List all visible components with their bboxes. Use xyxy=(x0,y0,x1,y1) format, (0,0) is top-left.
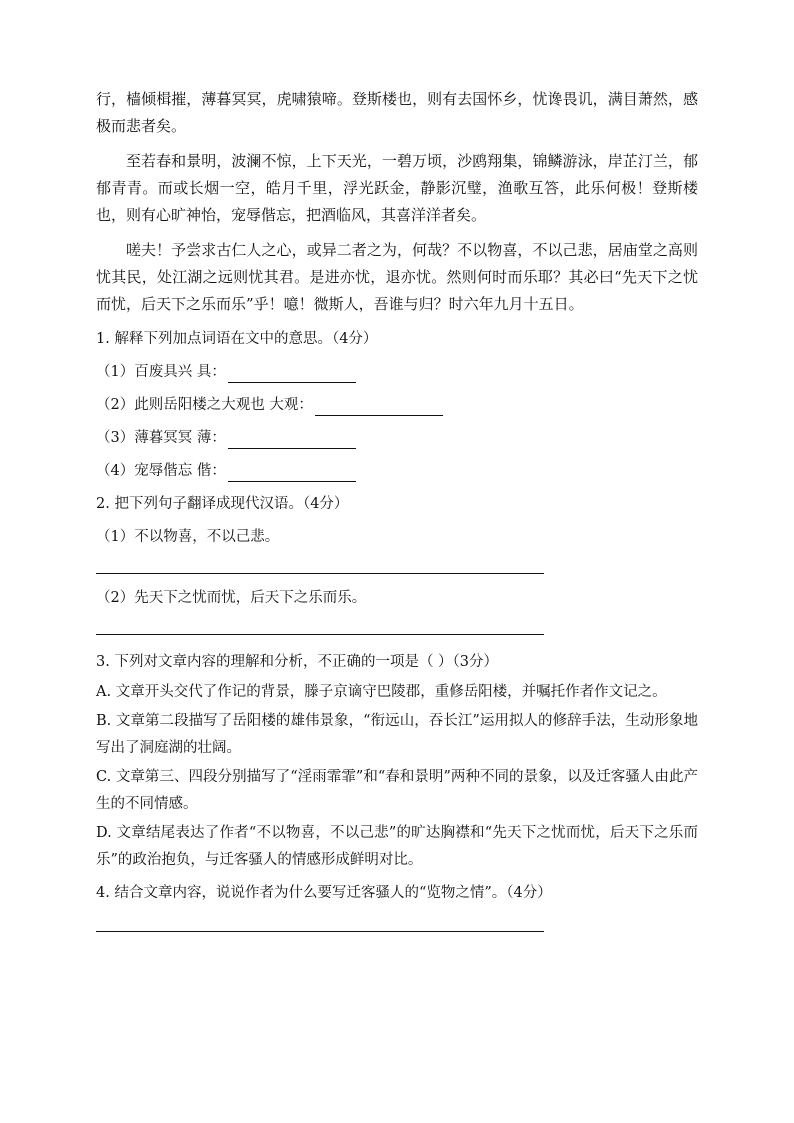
worksheet-page xyxy=(96,86,698,932)
question-1-title: 1. 解释下列加点词语在文中的意思。（4分） xyxy=(96,331,378,347)
question-1-item-1-text: （1）百废具兴 具： xyxy=(96,364,226,380)
question-1-item-1 xyxy=(96,361,698,383)
question-3-option-d: D. 文章结尾表达了作者“不以物喜，不以己悲”的旷达胸襟和“先天下之忧而忧，后天下之乐而乐”的政治抱负，与迁客骚人的情感形成鲜明对比。 xyxy=(96,825,698,868)
answer-blank[interactable] xyxy=(228,465,356,482)
passage-paragraph-2: 至若春和景明，波澜不惊，上下天光，一碧万顷，沙鸥翔集，锦鳞游泳，岸芷汀兰，郁郁青青。而或长烟一空，皓月千里，浮光跃金，静影沉璧，渔歌互答，此乐何极！登斯楼也，则有心旷神怡，宠辱偕忘，把酒临风，其喜洋洋者矣。 xyxy=(96,152,698,224)
question-3-option-c: C. 文章第三、四段分别描写了“淫雨霏霏”和“春和景明”两种不同的景象，以及迁客骚人由此产生的不同情感。 xyxy=(96,769,698,812)
answer-blank[interactable] xyxy=(228,366,356,383)
question-1-item-4-text: （4）宠辱偕忘 偕： xyxy=(96,463,226,479)
passage-paragraph-1: 行，樯倾楫摧，薄暮冥冥，虎啸猿啼。登斯楼也，则有去国怀乡，忧谗畏讥，满目萧然，感极而悲者矣。 xyxy=(96,90,698,135)
question-2-item-1: （1）不以物喜，不以己悲。 xyxy=(96,529,280,545)
question-2-item-2: （2）先天下之忧而忧，后天下之乐而乐。 xyxy=(96,590,367,606)
passage-paragraph-3: 嗟夫！予尝求古仁人之心，或异二者之为，何哉？不以物喜，不以己悲，居庙堂之高则忧其民，处江湖之远则忧其君。是进亦忧，退亦忧。然则何时而乐耶？其必曰“先天下之忧而忧，后天下之乐而乐”乎！噫！微斯人，吾谁与归？时六年九月十五日。 xyxy=(96,241,698,313)
answer-blank[interactable] xyxy=(315,399,443,416)
question-2-title: 2. 把下列句子翻译成现代汉语。（4分） xyxy=(96,496,349,512)
question-1-item-3 xyxy=(96,427,698,449)
answer-line[interactable] xyxy=(96,930,544,932)
question-3-title: 3. 下列对文章内容的理解和分析，不正确的一项是（ ）（3分） xyxy=(96,654,499,670)
question-1-item-2 xyxy=(96,394,698,416)
question-1-item-3-text: （3）薄暮冥冥 薄： xyxy=(96,430,226,446)
question-1-item-4 xyxy=(96,460,698,482)
question-1-item-2-text: （2）此则岳阳楼之大观也 大观： xyxy=(96,397,313,413)
question-4-title: 4. 结合文章内容，说说作者为什么要写迁客骚人的“览物之情”。（4分） xyxy=(96,885,552,901)
question-3-option-b: B. 文章第二段描写了岳阳楼的雄伟景象，“衔远山，吞长江”运用拟人的修辞手法，生动形象地写出了洞庭湖的壮阔。 xyxy=(96,713,698,756)
question-3-option-a: A. 文章开头交代了作记的背景，滕子京谪守巴陵郡，重修岳阳楼，并嘱托作者作文记之。 xyxy=(96,684,667,700)
answer-blank[interactable] xyxy=(228,432,356,449)
answer-line[interactable] xyxy=(96,633,544,635)
answer-line[interactable] xyxy=(96,572,544,574)
